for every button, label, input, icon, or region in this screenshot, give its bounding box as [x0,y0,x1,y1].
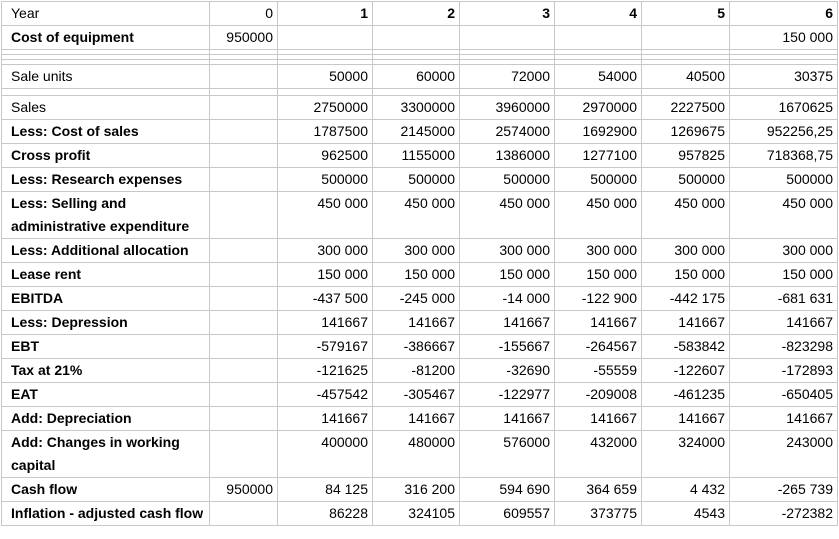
value-cell: 86228 [278,502,373,526]
value-cell: 718368,75 [730,144,838,168]
value-cell: 480000 [373,431,460,478]
value-cell [642,26,730,50]
value-cell: 150 000 [730,26,838,50]
value-cell: 432000 [555,431,642,478]
spacer-row [2,89,838,96]
value-cell [210,192,278,239]
value-cell: 150 000 [278,263,373,287]
value-cell: -14 000 [460,287,555,311]
value-cell: 141667 [460,311,555,335]
value-cell: -122977 [460,383,555,407]
value-cell: 594 690 [460,478,555,502]
value-cell: 500000 [642,168,730,192]
row-label: Add: Depreciation [2,407,210,431]
value-cell: -55559 [555,359,642,383]
value-cell: -583842 [642,335,730,359]
value-cell [210,311,278,335]
table-row [2,239,838,263]
row-label: Less: Research expenses [2,168,210,192]
value-cell: 141667 [642,407,730,431]
value-cell [373,26,460,50]
value-cell [210,144,278,168]
value-cell: 150 000 [555,263,642,287]
value-cell: -172893 [730,359,838,383]
row-label: Tax at 21% [2,359,210,383]
value-cell: -386667 [373,335,460,359]
table-row [2,168,838,192]
value-cell: 3960000 [460,96,555,120]
value-cell: -121625 [278,359,373,383]
sale-units-label: Sale units [2,65,210,89]
value-cell: 243000 [730,431,838,478]
value-cell: 500000 [460,168,555,192]
value-cell: -264567 [555,335,642,359]
year-0-cell: 0 [210,2,278,26]
value-cell: -209008 [555,383,642,407]
value-cell: -155667 [460,335,555,359]
value-cell: -442 175 [642,287,730,311]
value-cell: -650405 [730,383,838,407]
value-cell: -681 631 [730,287,838,311]
value-cell: 150 000 [642,263,730,287]
value-cell [460,26,555,50]
value-cell: 952256,25 [730,120,838,144]
value-cell [210,65,278,89]
value-cell: -437 500 [278,287,373,311]
value-cell: 60000 [373,65,460,89]
value-cell: 450 000 [555,192,642,239]
value-cell: 500000 [373,168,460,192]
value-cell: 141667 [642,311,730,335]
year-6-cell: 6 [730,2,838,26]
table-row [2,478,838,502]
value-cell [210,239,278,263]
value-cell: 50000 [278,65,373,89]
value-cell: 500000 [555,168,642,192]
table-row [2,431,838,478]
value-cell [210,502,278,526]
value-cell: 141667 [730,311,838,335]
value-cell: 450 000 [730,192,838,239]
cost-of-equipment-row [2,26,838,50]
value-cell: 316 200 [373,478,460,502]
value-cell [210,287,278,311]
value-cell: 962500 [278,144,373,168]
value-cell: 300 000 [730,239,838,263]
value-cell: 2145000 [373,120,460,144]
value-cell: 1277100 [555,144,642,168]
value-cell: 300 000 [555,239,642,263]
value-cell: -122607 [642,359,730,383]
value-cell: 324105 [373,502,460,526]
value-cell [210,263,278,287]
value-cell: 2970000 [555,96,642,120]
value-cell: 3300000 [373,96,460,120]
value-cell: 141667 [555,407,642,431]
cost-of-equipment-label: Cost of equipment [2,26,210,50]
value-cell: 4 432 [642,478,730,502]
value-cell [210,96,278,120]
sale-units-row [2,65,838,89]
value-cell: 300 000 [373,239,460,263]
value-cell: 2574000 [460,120,555,144]
value-cell: -579167 [278,335,373,359]
value-cell: 1787500 [278,120,373,144]
value-cell: 54000 [555,65,642,89]
value-cell [210,383,278,407]
value-cell: 84 125 [278,478,373,502]
value-cell: 450 000 [373,192,460,239]
value-cell: 609557 [460,502,555,526]
value-cell: 450 000 [278,192,373,239]
row-label: EBITDA [2,287,210,311]
row-label: Add: Changes in working capital [2,431,210,478]
value-cell [555,26,642,50]
row-label: Sales [2,96,210,120]
value-cell: 72000 [460,65,555,89]
value-cell: 30375 [730,65,838,89]
value-cell: 150 000 [460,263,555,287]
value-cell: 141667 [730,407,838,431]
value-cell: 300 000 [460,239,555,263]
row-label: Less: Additional allocation [2,239,210,263]
value-cell: -823298 [730,335,838,359]
row-label: Cross profit [2,144,210,168]
value-cell: 576000 [460,431,555,478]
value-cell: 400000 [278,431,373,478]
value-cell: 1692900 [555,120,642,144]
row-label: Lease rent [2,263,210,287]
table-row [2,407,838,431]
year-4-cell: 4 [555,2,642,26]
table-row [2,192,838,239]
value-cell [210,120,278,144]
table-row [2,120,838,144]
value-cell: 40500 [642,65,730,89]
value-cell: 141667 [278,407,373,431]
year-1-cell: 1 [278,2,373,26]
value-cell: -305467 [373,383,460,407]
year-label: Year [2,2,210,26]
value-cell: 1155000 [373,144,460,168]
value-cell: 141667 [555,311,642,335]
value-cell [210,335,278,359]
value-cell: 1386000 [460,144,555,168]
value-cell: -265 739 [730,478,838,502]
value-cell: 2750000 [278,96,373,120]
value-cell: -457542 [278,383,373,407]
value-cell: 500000 [278,168,373,192]
year-2-cell: 2 [373,2,460,26]
value-cell: 2227500 [642,96,730,120]
table-row [2,359,838,383]
value-cell: 957825 [642,144,730,168]
value-cell: -122 900 [555,287,642,311]
table-row [2,144,838,168]
value-cell: -245 000 [373,287,460,311]
value-cell: 150 000 [373,263,460,287]
value-cell: 373775 [555,502,642,526]
value-cell: 450 000 [460,192,555,239]
table-row [2,502,838,526]
row-label: EBT [2,335,210,359]
table-row [2,263,838,287]
value-cell: 450 000 [642,192,730,239]
value-cell: 141667 [373,311,460,335]
financial-table [1,1,838,526]
value-cell [210,168,278,192]
value-cell [210,407,278,431]
table-row [2,335,838,359]
year-3-cell: 3 [460,2,555,26]
value-cell [210,431,278,478]
value-cell: 1269675 [642,120,730,144]
value-cell: 324000 [642,431,730,478]
row-label: Less: Depression [2,311,210,335]
row-label: Less: Cost of sales [2,120,210,144]
value-cell: 300 000 [642,239,730,263]
value-cell: 500000 [730,168,838,192]
value-cell: -81200 [373,359,460,383]
value-cell: 300 000 [278,239,373,263]
value-cell: 364 659 [555,478,642,502]
row-label: Less: Selling and administrative expenditure [2,192,210,239]
row-label: Inflation - adjusted cash flow [2,502,210,526]
value-cell: 141667 [460,407,555,431]
value-cell [278,26,373,50]
value-cell: -461235 [642,383,730,407]
value-cell: -32690 [460,359,555,383]
table-row [2,287,838,311]
value-cell: 1670625 [730,96,838,120]
year-5-cell: 5 [642,2,730,26]
table-row [2,383,838,407]
row-label: EAT [2,383,210,407]
value-cell [210,359,278,383]
value-cell: 4543 [642,502,730,526]
table-row [2,96,838,120]
value-cell: -272382 [730,502,838,526]
value-cell: 141667 [373,407,460,431]
value-cell: 950000 [210,26,278,50]
row-label: Cash flow [2,478,210,502]
value-cell: 950000 [210,478,278,502]
value-cell: 141667 [278,311,373,335]
year-header-row [2,2,838,26]
table-row [2,311,838,335]
value-cell: 150 000 [730,263,838,287]
